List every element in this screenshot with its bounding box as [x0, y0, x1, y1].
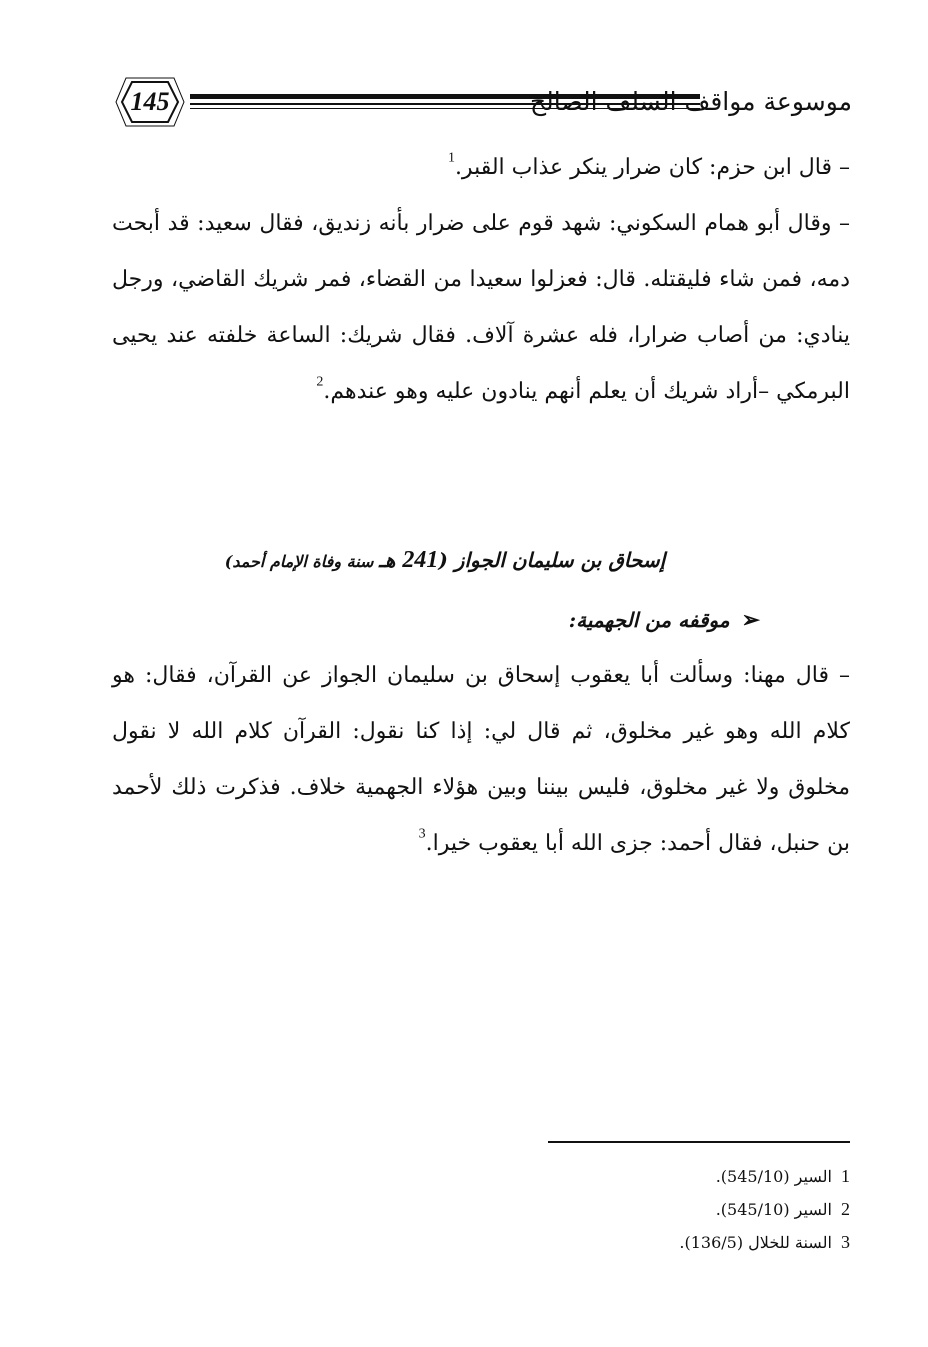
footnote-ref: 1	[447, 150, 455, 166]
footnote-ref: 3	[418, 826, 426, 842]
footnote: 1 السير (545/10).	[715, 1166, 850, 1186]
paragraph: – قال مهنا: وسألت أبا يعقوب إسحاق بن سليمان الجواز عن القرآن، فقال: هو كلام الله وهو غير مخلوق، ثم قال لي: إذا كنا نقول: القرآن كلام الله لا نقول مخلوق ولا غير مخلوق، فليس بيننا وبين هؤلاء الجهمية خلاف. فذكرت ذلك لأحمد بن حنبل، فقال أحمد: جزى الله أبا يعقوب خيرا.$^3$	[112, 663, 850, 856]
page-header	[108, 72, 856, 136]
arrow-bullet-icon: ➢	[741, 607, 760, 633]
footnotes	[679, 1160, 850, 1259]
biography-heading: إسحاق بن سليمان الجواز (241 هـ سنة وفاة الإمام أحمد)	[224, 547, 666, 573]
section-dirar	[112, 140, 850, 420]
page-number: 145	[130, 87, 170, 116]
footnote-divider	[548, 1141, 850, 1143]
footnote: 3 السنة للخلال (136/5).	[679, 1232, 850, 1252]
series-title: موسوعة مواقف السلف الصالح	[529, 87, 852, 116]
footnote: 2 السير (545/10).	[715, 1199, 850, 1219]
subheading	[569, 600, 760, 640]
paragraph: – وقال أبو همام السكوني: شهد قوم على ضرار بأنه زنديق، فقال سعيد: قد أبحت دمه، فمن شاء فليقتله. قال: فعزلوا سعيدا من القضاء، فمر شريك القاضي، ورجل ينادي: من أصاب ضرارا، فله عشرة آلاف. فقال شريك: الساعة خلفته عند يحيى البرمكي –أراد شريك أن يعلم أنهم ينادون عليه وهو عندهم.$^2$	[112, 211, 850, 404]
subheading-text: موقفه من الجهمية:	[568, 608, 730, 632]
paragraph: – قال ابن حزم: كان ضرار ينكر عذاب القبر.$^1$	[447, 150, 850, 180]
section-ishaq	[112, 648, 850, 872]
page-number-badge	[114, 76, 186, 128]
footnote-ref: 2	[316, 374, 324, 390]
